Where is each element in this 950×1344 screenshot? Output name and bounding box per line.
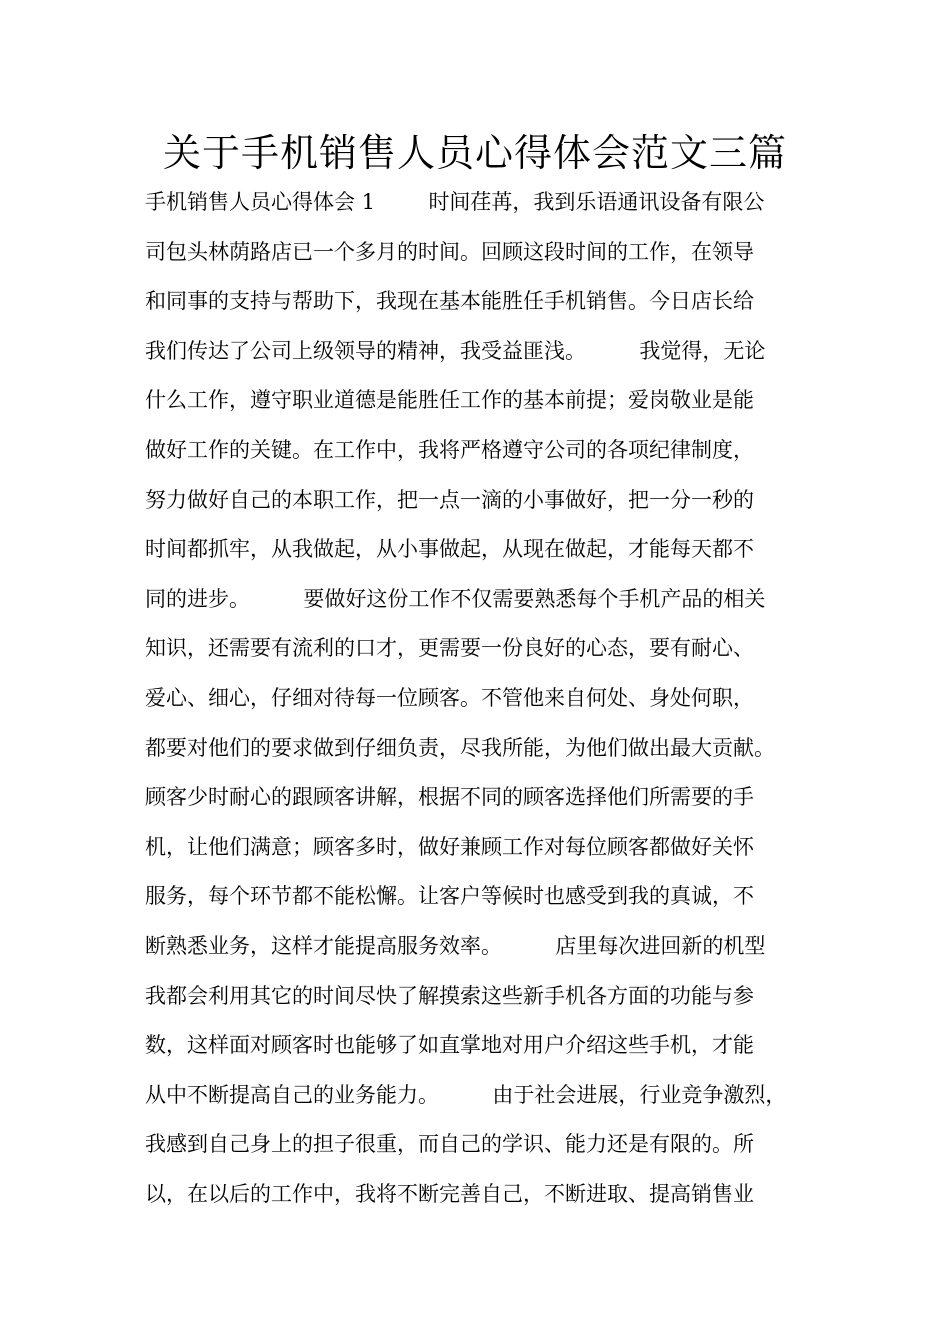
document-body <box>145 178 825 1219</box>
body-line-3: 和同事的支持与帮助下，我现在基本能胜任手机销售。今日店长给 <box>145 289 754 314</box>
body-line-2: 司包头林荫路店已一个多月的时间。回顾这段时间的工作，在领导 <box>145 239 754 264</box>
body-line-11: 爱心、细心，仔细对待每一位顾客。不管他来自何处、身处何职， <box>145 685 754 710</box>
body-line-1: 手机销售人员心得体会 1 时间荏苒，我到乐语通讯设备有限公 <box>145 190 765 214</box>
body-line-16: 断熟悉业务，这样才能提高服务效率。 店里每次进回新的机型 <box>145 933 766 958</box>
body-line-7: 努力做好自己的本职工作，把一点一滴的小事做好，把一分一秒的 <box>145 487 754 512</box>
body-line-15: 服务，每个环节都不能松懈。让客户等候时也感受到我的真诚，不 <box>145 884 754 909</box>
body-line-14: 机，让他们满意；顾客多时，做好兼顾工作对每位顾客都做好关怀 <box>145 834 754 859</box>
body-line-6: 做好工作的关键。在工作中，我将严格遵守公司的各项纪律制度， <box>145 437 754 462</box>
body-line-18: 数，这样面对顾客时也能够了如直掌地对用户介绍这些手机，才能 <box>145 1033 754 1058</box>
body-line-4: 我们传达了公司上级领导的精神，我受益匪浅。 我觉得，无论 <box>145 338 766 363</box>
body-line-5: 什么工作，遵守职业道德是能胜任工作的基本前提；爱岗敬业是能 <box>145 388 754 413</box>
body-line-8: 时间都抓牢，从我做起，从小事做起，从现在做起，才能每天都不 <box>145 537 754 562</box>
body-line-10: 知识，还需要有流利的口才，更需要一份良好的心态，要有耐心、 <box>145 636 754 661</box>
body-line-9: 同的进步。 要做好这份工作不仅需要熟悉每个手机产品的相关 <box>145 586 766 611</box>
document-title: 关于手机销售人员心得体会范文三篇 <box>162 131 787 175</box>
body-line-12: 都要对他们的要求做到仔细负责，尽我所能，为他们做出最大贡献。 <box>145 735 775 760</box>
body-line-20: 我感到自己身上的担子很重，而自己的学识、能力还是有限的。所 <box>145 1132 754 1157</box>
body-line-21: 以，在以后的工作中，我将不断完善自己，不断进取、提高销售业 <box>145 1181 754 1206</box>
body-line-19: 从中不断提高自己的业务能力。 由于社会进展，行业竞争激烈， <box>145 1082 787 1107</box>
body-line-13: 顾客少时耐心的跟顾客讲解，根据不同的顾客选择他们所需要的手 <box>145 785 754 810</box>
body-line-17: 我都会利用其它的时间尽快了解摸索这些新手机各方面的功能与参 <box>145 983 754 1008</box>
